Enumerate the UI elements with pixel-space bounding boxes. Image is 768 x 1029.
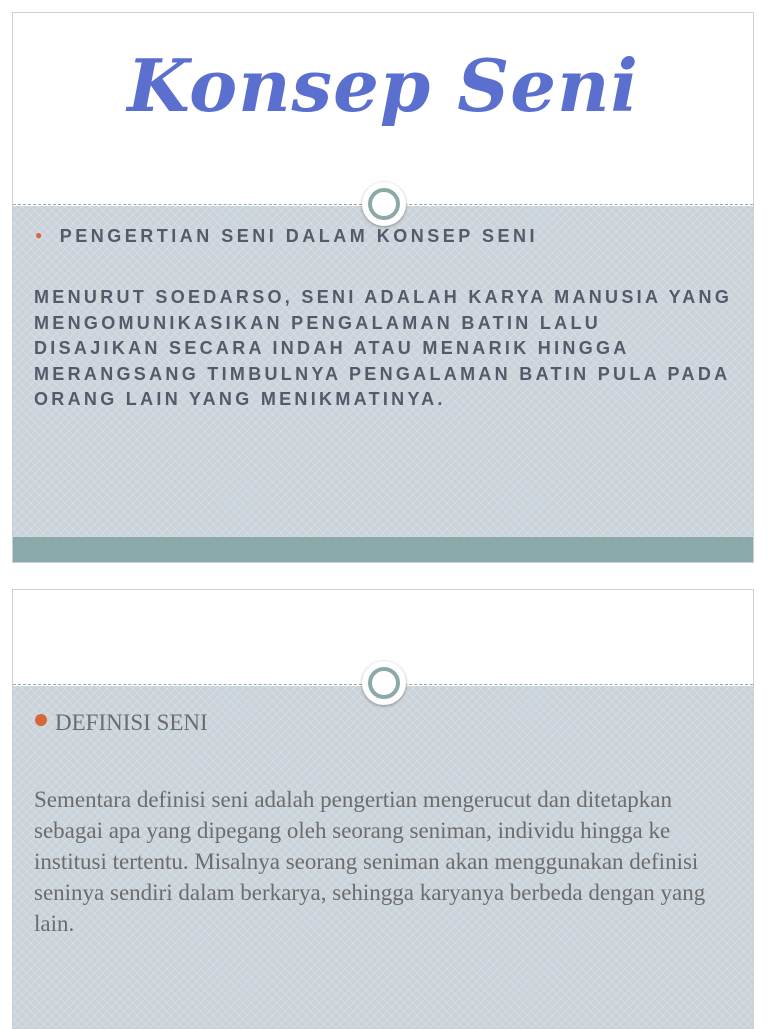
ring-ornament-icon [362,182,406,226]
slide-1 [12,12,754,563]
bullet-dot-icon [35,714,47,726]
slide-paragraph: MENURUT SOEDARSO, SENI ADALAH KARYA MANUSIA YANG MENGOMUNIKASIKAN PENGALAMAN BATIN LALU DISAJIKAN SECARA INDAH ATAU MENARIK HINGGA MERANGSANG TIMBULNYA PENGALAMAN BATIN PULA PADA ORANG LAIN YANG MENIKMATINYA. [34,287,733,409]
slide-title-area [13,13,753,206]
bullet-text: PENGERTIAN SENI DALAM KONSEP SENI [59,226,538,246]
ring-ornament-icon [362,661,406,705]
slide-2 [12,589,754,1029]
bullet-item [35,226,538,247]
bullet-item [35,710,208,736]
bullet-text: DEFINISI SENI [55,710,208,735]
slide-title: Konsep Seni [127,43,639,128]
footer-bar [13,537,753,563]
slide-paragraph: Sementara definisi seni adalah pengertian mengerucut dan ditetapkan sebagai apa yang dipegang oleh seorang seniman, individu hingga ke institusi tertentu. Misalnya seorang seniman akan menggunakan definisi seninya sendiri dalam berkarya, sehingga karyanya berbeda dengan yang lain. [34,787,706,936]
bullet-dot-icon: ● [35,228,46,242]
